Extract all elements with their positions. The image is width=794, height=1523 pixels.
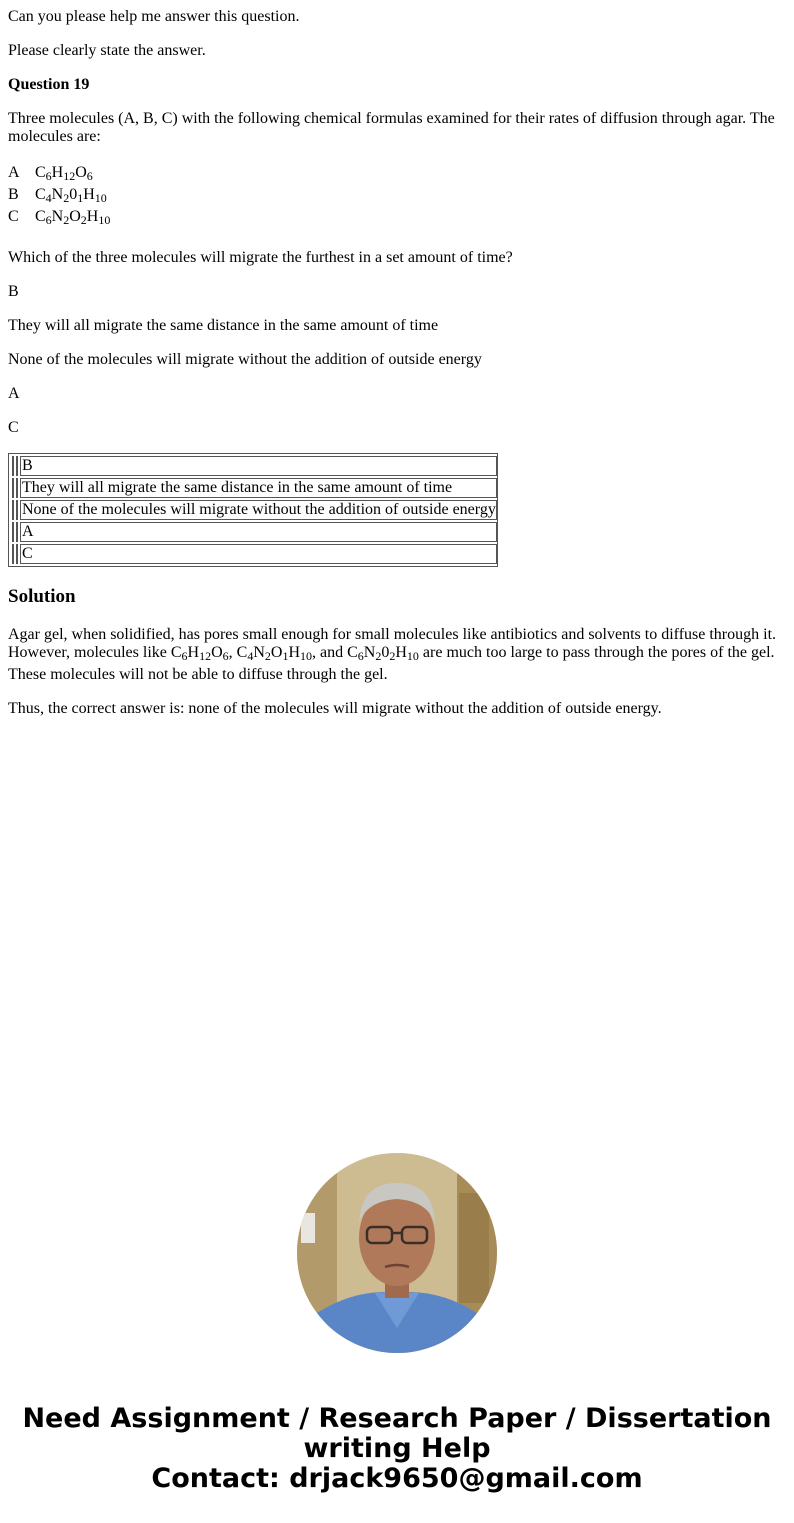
table-row[interactable] <box>11 456 497 476</box>
table-cell: C <box>20 544 497 564</box>
footer-contact: Contact: drjack9650@gmail.com <box>151 1463 643 1494</box>
intro-line-2: Please clearly state the answer. <box>8 42 206 59</box>
formula: $C_6H_{12}O_6$ <box>35 164 93 183</box>
question-prompt: Which of the three molecules will migrate the furthest in a set amount of time? <box>8 249 513 266</box>
solution-text: , and <box>312 644 348 661</box>
choice-text: C <box>8 419 19 436</box>
choice-text: They will all migrate the same distance in the same amount of time <box>8 317 439 334</box>
formula: $C_6N_20_2H_{10}$ <box>347 644 419 663</box>
formula: $C_6N_2O_2H_{10}$ <box>35 208 111 227</box>
formula-letter: A <box>8 164 20 181</box>
footer-line-1: Need Assignment / Research Paper / Dissertation <box>22 1403 772 1434</box>
solution-p1-line2 <box>8 644 775 662</box>
solution-text: , <box>228 644 237 661</box>
solution-text: However, molecules like <box>8 644 171 661</box>
table-cell: They will all migrate the same distance in the same amount of time <box>20 478 497 498</box>
choice-text: None of the molecules will migrate without the addition of outside energy <box>8 351 482 368</box>
question-title: Question 19 <box>8 76 90 93</box>
footer-ad <box>0 1404 794 1494</box>
solution-p1-line1: Agar gel, when solidified, has pores small enough for small molecules like antibiotics and solvents to diffuse through it. <box>8 626 777 643</box>
table-cell: B <box>20 456 497 476</box>
solution-heading: Solution <box>8 586 76 607</box>
formula: $C_6H_{12}O_6$ <box>170 644 229 663</box>
table-row[interactable] <box>11 500 497 520</box>
table-row[interactable] <box>11 522 497 542</box>
solution-p1-line3: These molecules will not be able to diffuse through the gel. <box>8 666 388 683</box>
author-avatar <box>297 1153 497 1353</box>
formula-letter: C <box>8 208 19 225</box>
formula: $C_4N_20_1H_{10}$ <box>35 186 107 205</box>
table-cell: None of the molecules will migrate without the addition of outside energy <box>22 501 496 518</box>
formula-letter: B <box>8 186 19 203</box>
choices-table <box>8 453 498 567</box>
formula: $C_4N_2O_1H_{10}$ <box>236 644 313 663</box>
footer-line-2: writing Help <box>303 1433 491 1464</box>
table-row[interactable] <box>11 478 497 498</box>
table-cell: A <box>20 522 497 542</box>
avatar-photo <box>297 1153 497 1353</box>
solution-p2: Thus, the correct answer is: none of the molecules will migrate without the addition of outside energy. <box>8 700 662 717</box>
solution-text: are much too large to pass through the pores of the gel. <box>418 644 775 661</box>
choice-text: A <box>8 385 20 402</box>
choice-text: B <box>8 283 19 300</box>
question-text: Three molecules (A, B, C) with the following chemical formulas examined for their rates of diffusion through agar. The molecules are: <box>8 110 775 145</box>
intro-line-1: Can you please help me answer this question. <box>8 8 300 25</box>
table-row[interactable] <box>11 544 497 564</box>
